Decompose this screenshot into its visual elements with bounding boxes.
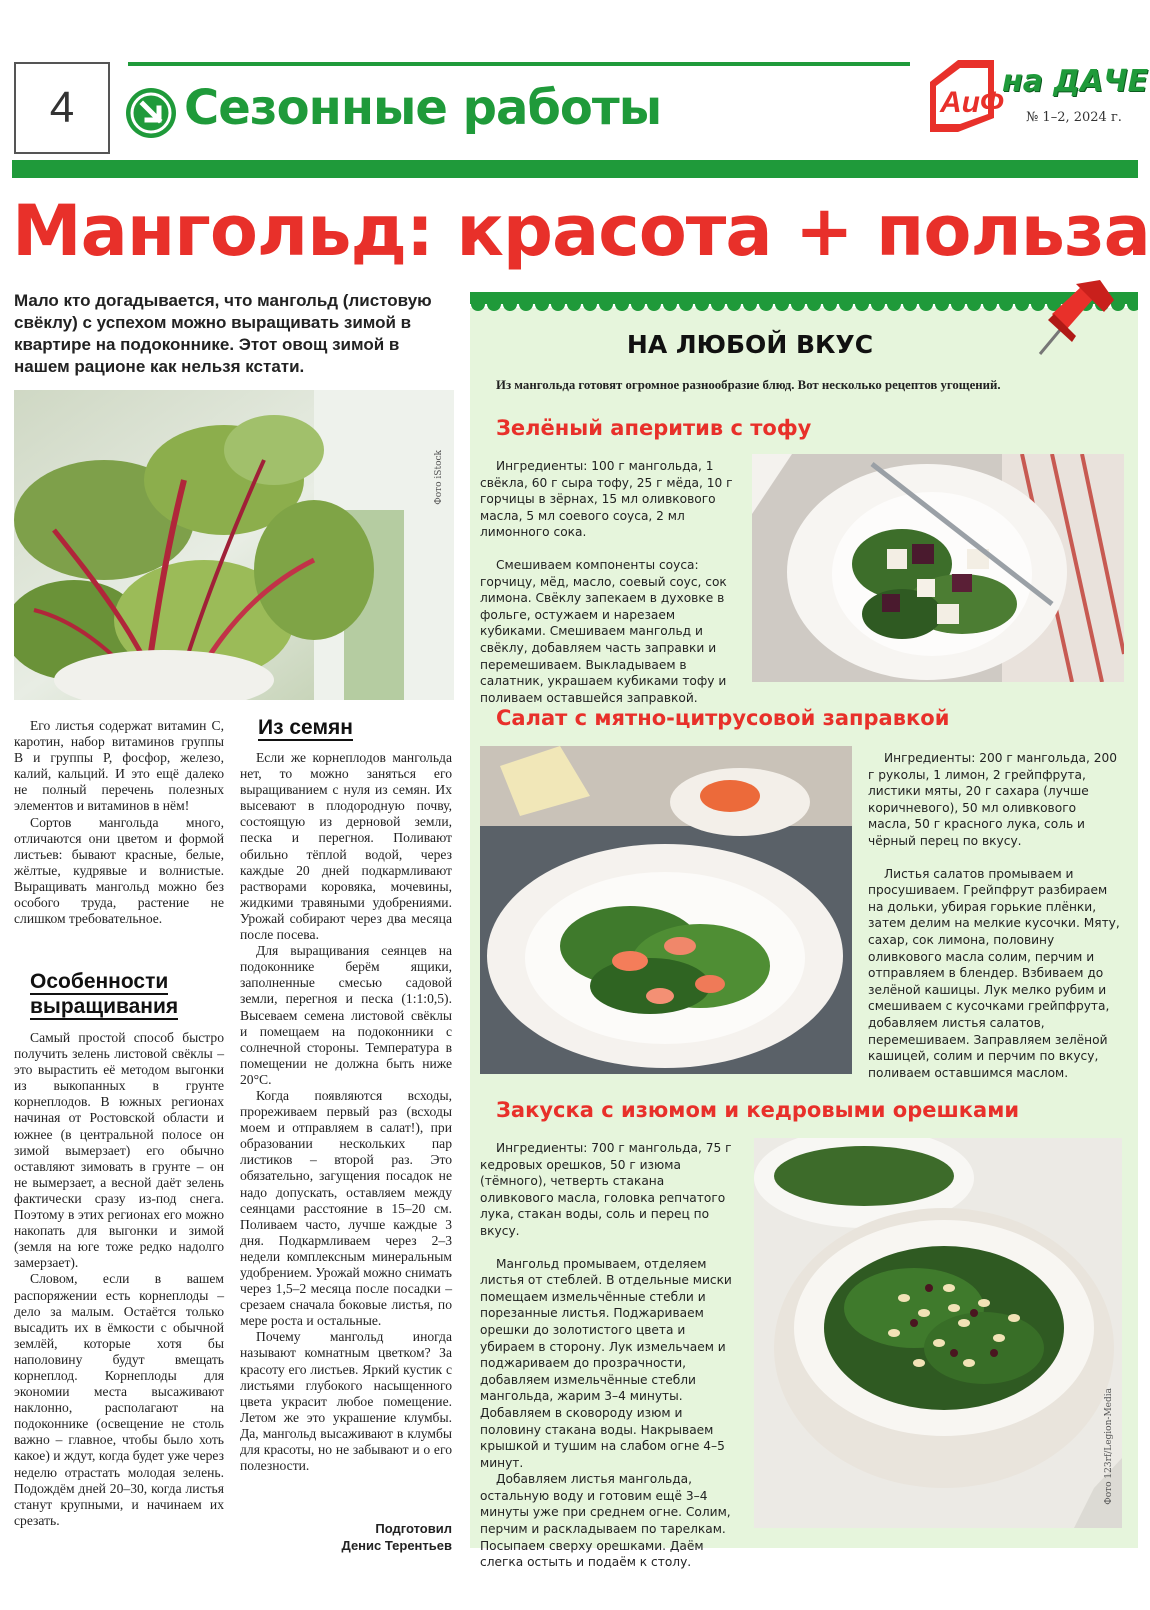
recipe-title: Закуска с изюмом и кедровыми орешками [496, 1098, 1020, 1122]
paragraph: Почему мангольд иногда называют комнатным цветком? За красоту его листьев. Яркий кустик с листьями глубокого насыщенного цвета украсит любое помещение. Летом же это украшение клумбы. Да, мангольд высаживают в клумбы для красоты, но не забывают и о его полезности. [240, 1329, 452, 1474]
scallop-dot [615, 297, 629, 311]
issue-number: № 1–2, 2024 г. [1026, 110, 1122, 125]
aif-na-dache-logo [930, 60, 1149, 140]
paragraph: Когда появляются всходы, прореживаем первый раз (всходы моем и отправляем в салат!), при образовании нескольких пар листиков – второй раз. Это обязательно, загущения посадок не надо допускать, оставляем между сеянцами расстояние в 15–20 см. Поливаем часто, лучше каждые 3 дня. Подкармливаем через 2–3 недели комплексным минеральным удобрением. Урожай можно снимать через 1,5–2 месяца после посадки – срезаем сначала боковые листья, по мере роста и остальные. [240, 1087, 453, 1329]
scallop-dot [583, 297, 597, 311]
scallop-dot [871, 297, 885, 311]
scallop-dot [695, 297, 709, 311]
scallop-dot [743, 297, 757, 311]
recipe-method: Мангольд промываем, отделяем листья от стеблей. В отдельные миски помещаем измельчённые стебли и порезанные листья. Поджариваем орешки до золотистого цвета и убираем в сторону. Лук измельчаем и поджариваем до прозрачности, добавляем измельчённые стебли мангольда, жарим 3–4 минуты. Добавляем в сковороду изюм и половину стакана воды. Накрываем крышкой и тушим на слабом огне 4–5 минут. [480, 1256, 732, 1470]
header-bar [12, 160, 1138, 178]
scallop-dot [823, 297, 837, 311]
chard-plant-photo [14, 390, 454, 700]
paragraph: Для выращивания сеянцев на подоконнике берём ящики, заполненные смесью садовой земли, перегноя и песка (1:1:0,5). Высеваем семена листовой свёклы и помещаем на подоконники с солнечной стороны. Температура в помещении не должна быть ниже 20°С. [240, 943, 452, 1087]
pushpin-icon [1030, 280, 1120, 360]
scallop-dot [919, 297, 933, 311]
scallop-dot [727, 297, 741, 311]
panel-intro: Из мангольда готовят огромное разнообразие блюд. Вот несколько рецептов угощений. [496, 378, 1001, 392]
recipe-text [480, 1140, 734, 1571]
scallop-dot [519, 297, 533, 311]
subhead-from-seeds: Из семян [258, 716, 353, 739]
scallop-dot [839, 297, 853, 311]
scallop-dot [791, 297, 805, 311]
author-signature [240, 1520, 452, 1554]
recipe-method: Смешиваем компоненты соуса: горчицу, мёд, масло, соевый соус, сок лимона. Свёклу запекаем в духовке в фольге, остужаем и нарезаем кубиками. Смешиваем мангольд и свёклу, добавляем часть заправки и перемешиваем. Выкладываем в салатник, украшаем кубиками тофу и поливаем оставшейся заправкой. [480, 557, 727, 705]
scallop-dot [775, 297, 789, 311]
column-1 [14, 718, 224, 927]
scallop-dot [471, 297, 485, 311]
scallop-dot [983, 297, 997, 311]
scallop-dot [631, 297, 645, 311]
scallop-dot [759, 297, 773, 311]
arrow-down-right-icon [126, 88, 176, 138]
recipe-title: Зелёный аперитив с тофу [496, 416, 812, 440]
headline: Мангольд: красота + польза [12, 190, 1150, 272]
header-rule [128, 62, 910, 66]
scallop-dot [599, 297, 613, 311]
recipe-text [480, 458, 736, 706]
recipe-ingredients: Ингредиенты: 200 г мангольда, 200 г руколы, 1 лимон, 2 грейпфрута, листики мяты, 20 г сахара (лучше коричневого), 50 мл оливкового масла, 50 г красного лука, соль и чёрный перец по вкусу. [868, 751, 1118, 848]
scallop-dot [551, 297, 565, 311]
recipe-title: Салат с мятно-цитрусовой заправкой [496, 706, 950, 730]
scallop-dot [679, 297, 693, 311]
scallop-dot [647, 297, 661, 311]
scallop-dot [1015, 297, 1029, 311]
scallop-dot [567, 297, 581, 311]
scallop-dot [935, 297, 949, 311]
paragraph: Сортов мангольда много, отличаются они цветом и формой листьев: бывают красные, белые, жёлтые, кудрявые и волнистые. Выращивать мангольд можно без особого труда, растение не слишком требовательное. [14, 814, 224, 927]
column-1-continued [14, 1030, 224, 1529]
subhead-features [30, 970, 230, 1020]
tofu-salad-photo [752, 454, 1124, 682]
paragraph: Его листья содержат витамин С, каротин, набор витаминов группы В и группы Р, фосфор, железо, калий, кальций. И это ещё далеко не полный перечень полезных элементов и витаминов в нём! [14, 718, 224, 814]
recipe-method-continued: Добавляем листья мангольда, остальную воду и готовим ещё 3–4 минуты уже при среднем огне. Солим, перчим и раскладываем по тарелкам. Посыпаем сверху орешками. Даём слегка остыть и подаём к столу. [480, 1472, 731, 1570]
logo-text: АиФ [940, 86, 1004, 119]
scallop-dot [887, 297, 901, 311]
page-number: 4 [14, 62, 110, 154]
scallop-dot [535, 297, 549, 311]
citrus-salad-photo [480, 746, 852, 1074]
signature-label: Подготовил [375, 1521, 452, 1536]
lead-paragraph: Мало кто догадывается, что мангольд (листовую свёклу) с успехом можно выращивать зимой в квартире на подоконнике. Этот овощ зимой в нашем рационе как нельзя кстати. [14, 291, 432, 376]
section-title: Сезонные работы [184, 80, 662, 136]
paragraph: Словом, если в вашем распоряжении есть корнеплоды – дело за малым. Остаётся только высадить их в ёмкости с обычной землёй, которые хотя бы наполовину будут вмещать корнеплод. Корнеплоды для экономии места высаживают наклонно, располагают на подоконнике (освещение не столь важно – главное, чтобы было хоть какое) и ждут, когда будет уже через неделю отрастать молодая зелень. Подождём дней 20–30, когда листья станут крупными, и начинаем их срезать. [14, 1271, 224, 1528]
scallop-dot [903, 297, 917, 311]
scallop-dot [503, 297, 517, 311]
author-name: Денис Терентьев [341, 1538, 452, 1553]
scallop-dot [807, 297, 821, 311]
recipe-text [868, 750, 1120, 1081]
paragraph: Если же корнеплодов мангольда нет, то можно заняться его выращиванием с нуля из семян. Их высевают в плодородную почву, состоящую из дерновой земли, песка и перегноя. Поливают обильно тёплой водой, через каждые 20 дней подкармливают растворами коровяка, мочевины, жидкими травяными удобрениями. Урожай собирают через два месяца после посева. [240, 750, 452, 943]
scallop-dot [855, 297, 869, 311]
recipe-ingredients: Ингредиенты: 100 г мангольда, 1 свёкла, 60 г сыра тофу, 25 г мёда, 10 г горчицы в зёрнах, 15 мл оливкового масла, 5 мл соевого соуса, 2 мл лимонного сока. [480, 459, 733, 540]
subhead-line-1: Особенности [30, 970, 169, 993]
photo-credit: Фото 123rf/Legion-Media [1104, 1388, 1114, 1505]
subhead-line-2: выращивания [30, 995, 179, 1018]
photo-credit: Фото iStock [434, 450, 444, 505]
scallop-dot [999, 297, 1013, 311]
paragraph: Самый простой способ быстро получить зелень листовой свёклы – это вырастить её методом выгонки из выкопанных в грунте корнеплодов. В южных регионах начиная от Ростовской области и южнее (в центральной полосе он зимой вымерзает) его обычно оставляют зимовать в грунте – он не вымерзает, а весной даёт зелень фактически сразу из-под снега. Поэтому в этих регионах его можно накопать для выгонки и зимой (земля на юге тоже редко надолго замерзает). [14, 1030, 224, 1271]
scallop-dot [711, 297, 725, 311]
column-2 [240, 750, 452, 1474]
logo-subtitle: на ДАЧЕ [1002, 64, 1149, 99]
scallop-dot [951, 297, 965, 311]
scallop-dot [487, 297, 501, 311]
recipe-ingredients: Ингредиенты: 700 г мангольда, 75 г кедровых орешков, 50 г изюма (тёмного), четверть стакана оливкового масла, головка репчатого лука, стакан воды, соль и перец по вкусу. [480, 1141, 732, 1238]
panel-heading: НА ЛЮБОЙ ВКУС [626, 330, 874, 359]
scallop-dot [967, 297, 981, 311]
raisin-pine-nut-photo [754, 1138, 1122, 1528]
scallop-dot [663, 297, 677, 311]
recipe-method: Листья салатов промываем и просушиваем. Грейпфрут разбираем на дольки, убирая горькие плёнки, затем делим на мелкие кусочки. Мяту, сахар, сок лимона, половину оливкового масла солим, перчим и отправляем в блендер. Взбиваем до зелёной кашицы. Лук мелко рубим и смешиваем с кусочками грейпфрута, добавляем листья салатов, перемешиваем. Заправляем зелёной кашицей, солим и перчим по вкусу, поливаем оставшимся маслом. [868, 866, 1120, 1080]
